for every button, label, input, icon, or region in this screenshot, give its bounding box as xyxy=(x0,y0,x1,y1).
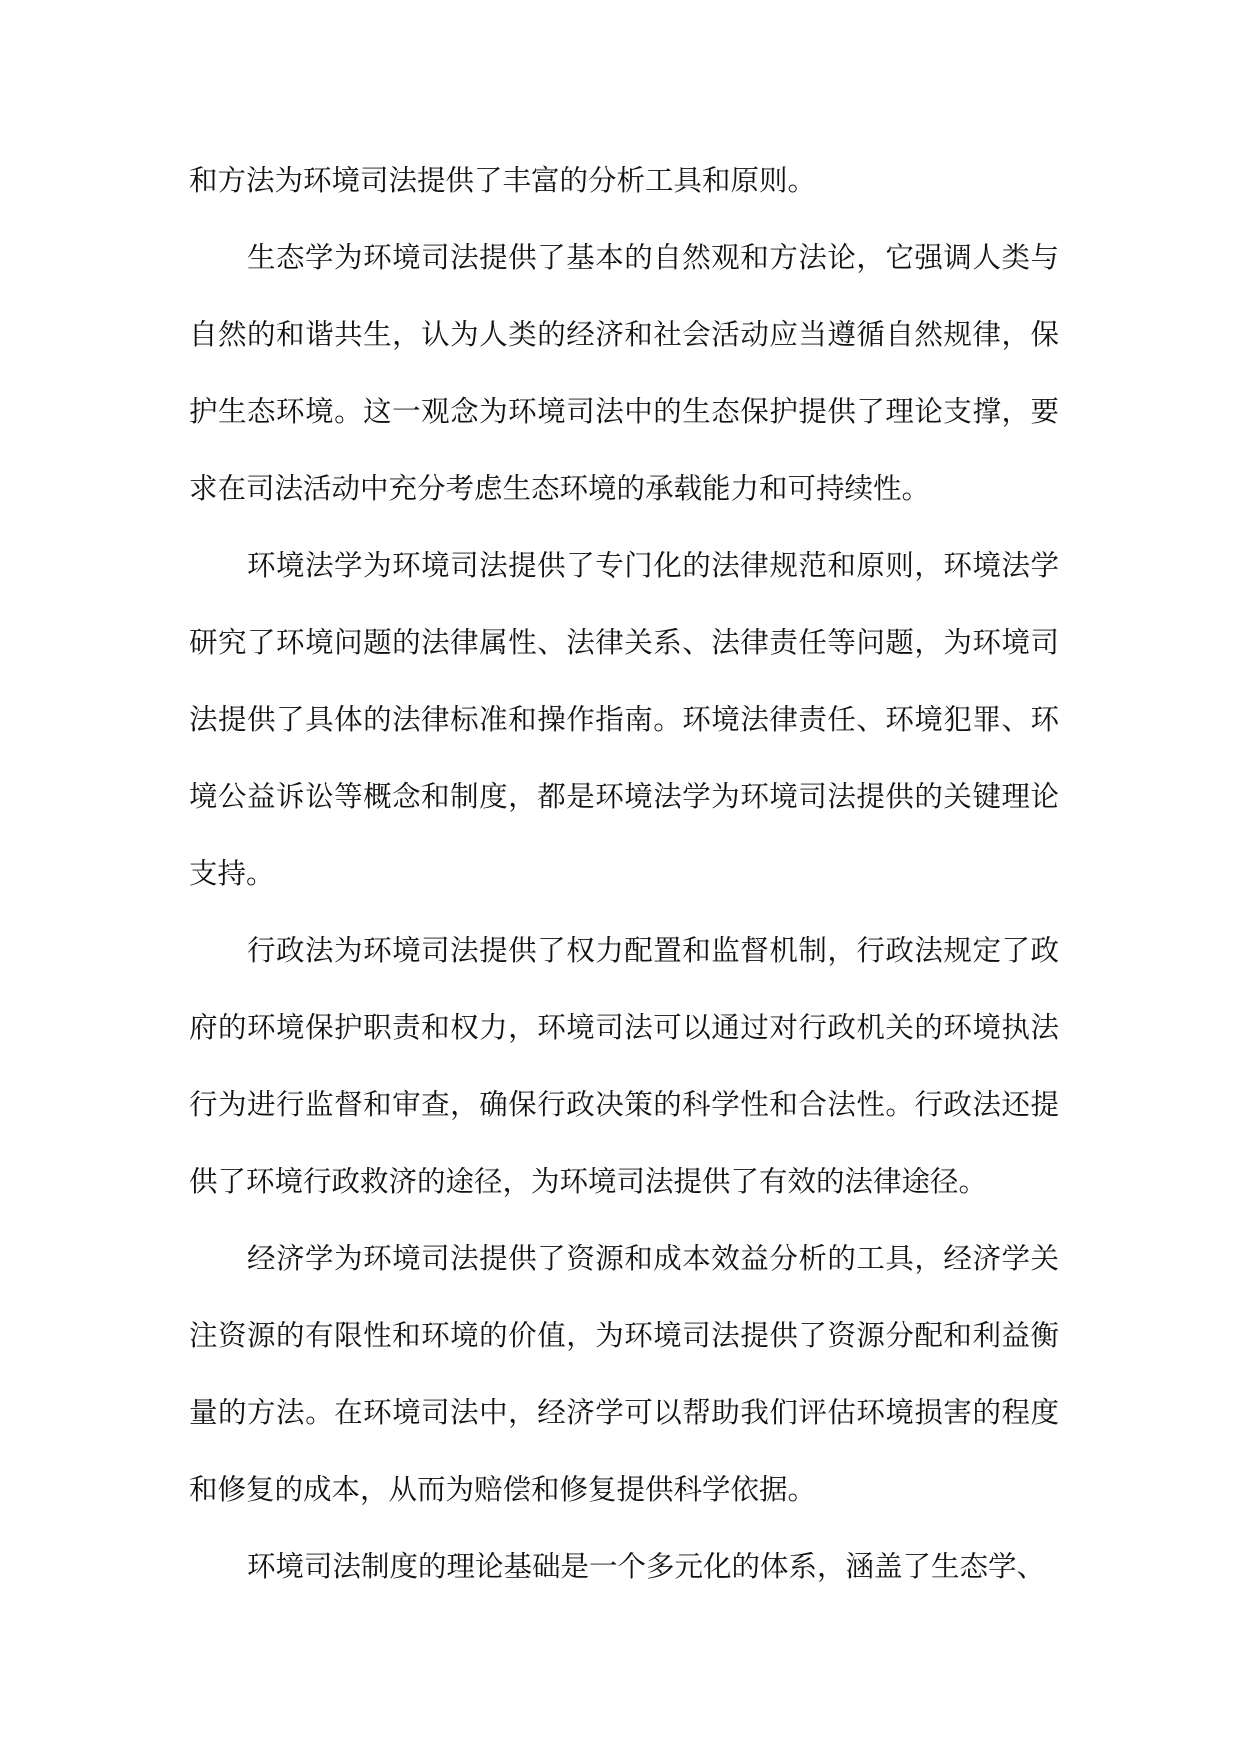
paragraph-economics: 经济学为环境司法提供了资源和成本效益分析的工具，经济学关注资源的有限性和环境的价值，为环境司法提供了资源分配和利益衡量的方法。在环境司法中，经济学可以帮助我们评估环境损害的程度和修复的成本，从而为赔偿和修复提供科学依据。 xyxy=(189,1242,1059,1506)
paragraph-theory-basis: 环境司法制度的理论基础是一个多元化的体系，涵盖了生态学、 xyxy=(247,1550,1046,1583)
paragraph-ecology: 生态学为环境司法提供了基本的自然观和方法论，它强调人类与自然的和谐共生，认为人类的经济和社会活动应当遵循自然规律，保护生态环境。这一观念为环境司法中的生态保护提供了理论支撑，要求在司法活动中充分考虑生态环境的承载能力和可持续性。 xyxy=(189,241,1059,505)
paragraph-continuation: 和方法为环境司法提供了丰富的分析工具和原则。 xyxy=(189,164,817,197)
paragraph-administrative-law: 行政法为环境司法提供了权力配置和监督机制，行政法规定了政府的环境保护职责和权力，环境司法可以通过对行政机关的环境执法行为进行监督和审查，确保行政决策的科学性和合法性。行政法还提供了环境行政救济的途径，为环境司法提供了有效的法律途径。 xyxy=(189,934,1059,1198)
paragraph-environmental-law: 环境法学为环境司法提供了专门化的法律规范和原则，环境法学研究了环境问题的法律属性、法律关系、法律责任等问题，为环境司法提供了具体的法律标准和操作指南。环境法律责任、环境犯罪、环境公益诉讼等概念和制度，都是环境法学为环境司法提供的关键理论支持。 xyxy=(189,549,1059,890)
body-text xyxy=(189,142,1059,1605)
